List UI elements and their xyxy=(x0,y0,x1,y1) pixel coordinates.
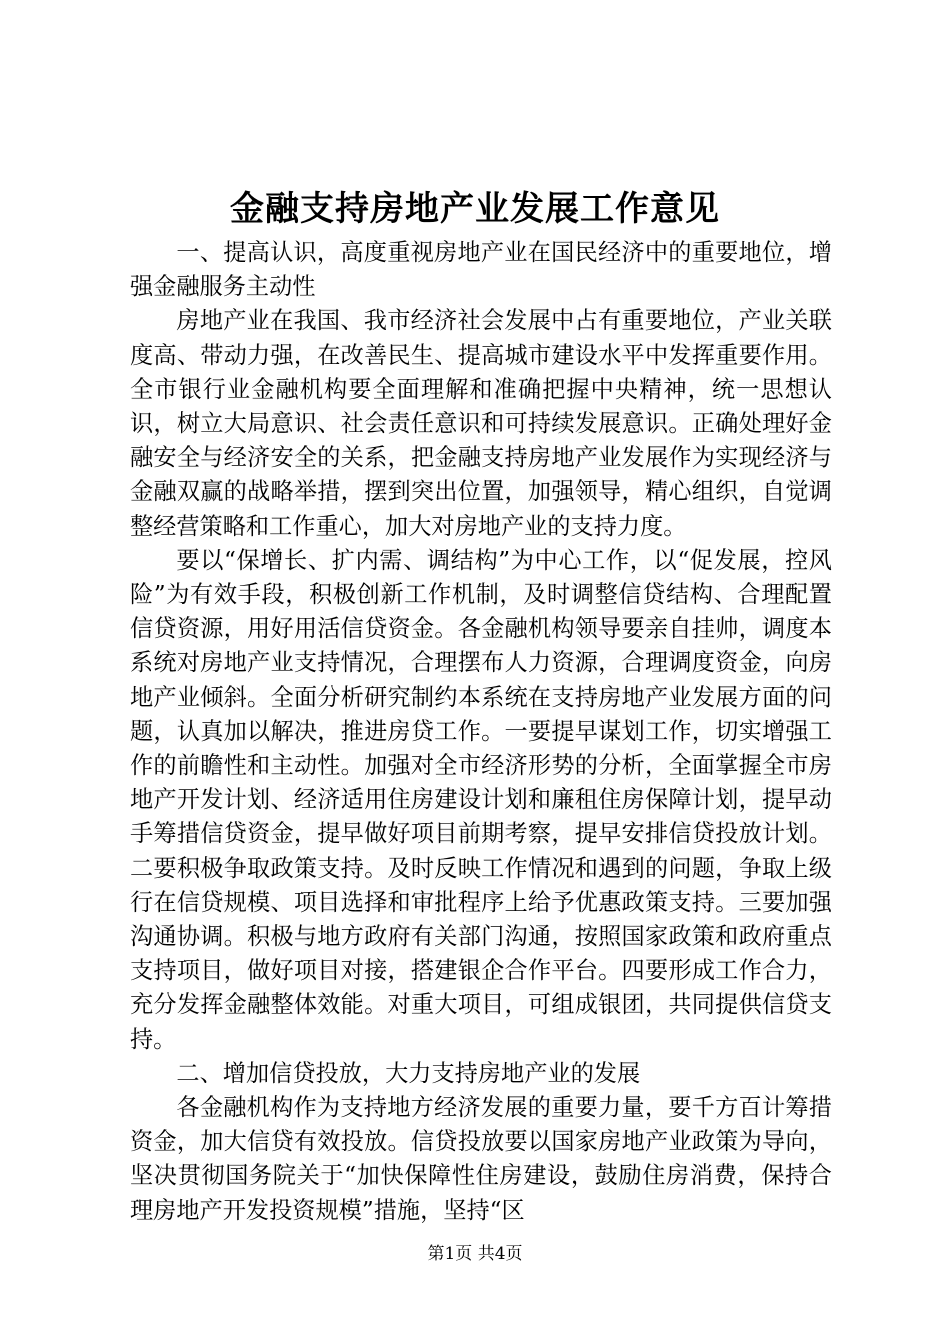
page-number-footer: 第1页 共4页 xyxy=(427,1244,523,1264)
section-heading-1: 一、提高认识，高度重视房地产业在国民经济中的重要地位，增强金融服务主动性 xyxy=(130,239,832,301)
body-paragraph: 房地产业在我国、我市经济社会发展中占有重要地位，产业关联度高、带动力强，在改善民生、提高城市建设水平中发挥重要作用。全市银行业金融机构要全面理解和准确把握中央精神，统一思想认识，树立大局意识、社会责任意识和可持续发展意识。正确处理好金融安全与经济安全的关系，把金融支持房地产业发展作为实现经济与金融双赢的战略举措，摆到突出位置，加强领导，精心组织，自觉调整经营策略和工作重心，加大对房地产业的支持力度。 xyxy=(130,307,832,540)
document-title: 金融支持房地产业发展工作意见 xyxy=(230,189,720,229)
document-body xyxy=(130,236,832,1228)
body-paragraph: 各金融机构作为支持地方经济发展的重要力量，要千方百计筹措资金，加大信贷有效投放。信贷投放要以国家房地产业政策为导向，坚决贯彻国务院关于“加快保障性住房建设，鼓励住房消费，保持合理房地产开发投资规模”措施，坚持“区 xyxy=(130,1094,832,1224)
body-paragraph: 要以“保增长、扩内需、调结构”为中心工作，以“促发展，控风险”为有效手段，积极创新工作机制，及时调整信贷结构、合理配置信贷资源，用好用活信贷资金。各金融机构领导要亲自挂帅，调度本系统对房地产业支持情况，合理摆布人力资源，合理调度资金，向房地产业倾斜。全面分析研究制约本系统在支持房地产业发展方面的问题，认真加以解决，推进房贷工作。一要提早谋划工作，切实增强工作的前瞻性和主动性。加强对全市经济形势的分析，全面掌握全市房地产开发计划、经济适用住房建设计划和廉租住房保障计划，提早动手筹措信贷资金，提早做好项目前期考察，提早安排信贷投放计划。二要积极争取政策支持。及时反映工作情况和遇到的问题，争取上级行在信贷规模、项目选择和审批程序上给予优惠政策支持。三要加强沟通协调。积极与地方政府有关部门沟通，按照国家政策和政府重点支持项目，做好项目对接，搭建银企合作平台。四要形成工作合力，充分发挥金融整体效能。对重大项目，可组成银团，共同提供信贷支持。 xyxy=(130,546,832,1053)
section-heading-2: 二、增加信贷投放，大力支持房地产业的发展 xyxy=(176,1059,641,1087)
